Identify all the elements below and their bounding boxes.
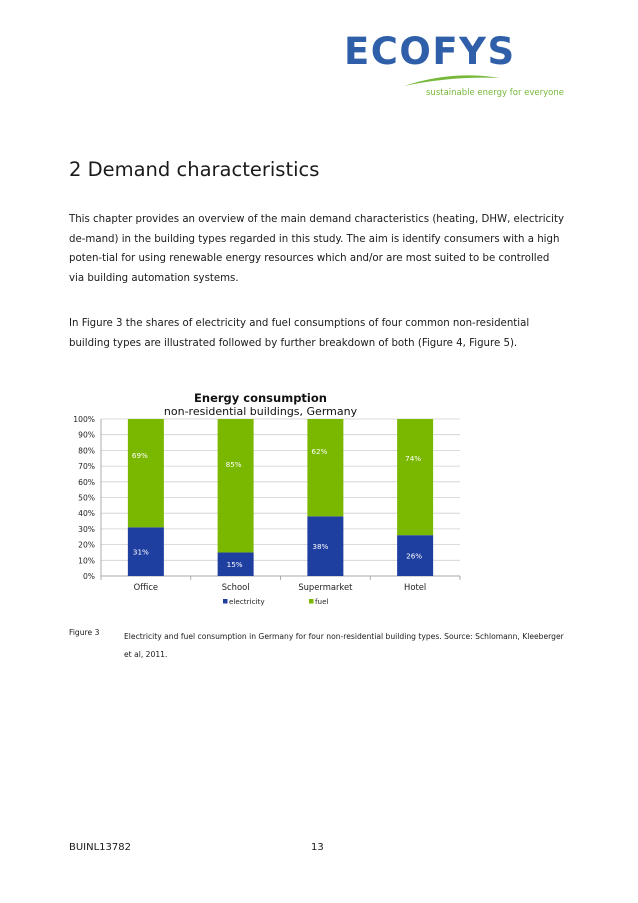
x-category-label: Hotel <box>404 582 427 592</box>
bar-fuel-hotel <box>397 419 433 535</box>
logo-tagline: sustainable energy for everyone <box>426 88 564 98</box>
logo-wordmark: ECOFYS <box>344 30 516 73</box>
bar-fuel-school <box>218 419 254 552</box>
bar-fuel-office <box>128 419 164 527</box>
figure-reference-paragraph: In Figure 3 the shares of electricity and fuel consumptions of four common non-residential building types are illustrated followed by further breakdown of both (Figure 4, Figure 5). <box>69 318 530 349</box>
data-label-electricity: 26% <box>406 551 423 561</box>
y-tick-label: 90% <box>78 430 95 440</box>
data-label-electricity: 31% <box>132 547 149 557</box>
figure-caption: Electricity and fuel consumption in Germany for four non-residential building types. Source: Schlomann, Kleeberger et al, 2011. <box>124 632 564 659</box>
logo-swoosh-icon <box>402 74 502 88</box>
data-label-fuel: 69% <box>131 450 148 460</box>
document-id: BUINL13782 <box>69 842 131 853</box>
y-tick-label: 30% <box>78 524 95 534</box>
energy-consumption-chart <box>56 388 476 613</box>
bar-fuel-supermarket <box>307 419 343 516</box>
y-tick-label: 10% <box>78 556 95 566</box>
legend-label-fuel: fuel <box>315 597 329 606</box>
data-label-fuel: 85% <box>225 460 242 470</box>
intro-paragraph: This chapter provides an overview of the main demand characteristics (heating, DHW, electricity de-mand) in the building types regarded in this study. The aim is identify consumers with a high poten-tial for using renewable energy resources which and/or are most suited to be controlled via building automation systems. <box>69 214 564 284</box>
chart-title: Energy consumption <box>194 391 327 405</box>
x-category-label: Supermarket <box>298 582 353 592</box>
y-tick-label: 0% <box>82 572 95 581</box>
ecofys-logo <box>342 30 562 102</box>
section-heading: 2 Demand characteristics <box>69 158 320 181</box>
x-category-label: School <box>221 582 250 592</box>
x-category-label: Office <box>133 582 159 592</box>
y-tick-label: 50% <box>78 493 95 503</box>
y-tick-label: 80% <box>78 446 95 456</box>
legend-swatch-electricity <box>223 599 228 604</box>
y-tick-label: 60% <box>78 477 95 487</box>
chart-subtitle: non-residential buildings, Germany <box>163 405 358 418</box>
y-tick-label: 100% <box>73 415 95 424</box>
y-tick-label: 40% <box>78 509 95 519</box>
legend-label-electricity: electricity <box>229 597 265 606</box>
y-tick-label: 70% <box>78 462 95 472</box>
y-tick-label: 20% <box>78 540 95 550</box>
data-label-fuel: 62% <box>311 447 328 457</box>
page-number: 13 <box>311 842 324 853</box>
figure-label: Figure 3 <box>69 628 100 637</box>
data-label-electricity: 15% <box>226 560 243 570</box>
data-label-fuel: 74% <box>405 453 422 463</box>
data-label-electricity: 38% <box>312 542 329 552</box>
legend-swatch-fuel <box>309 599 314 604</box>
